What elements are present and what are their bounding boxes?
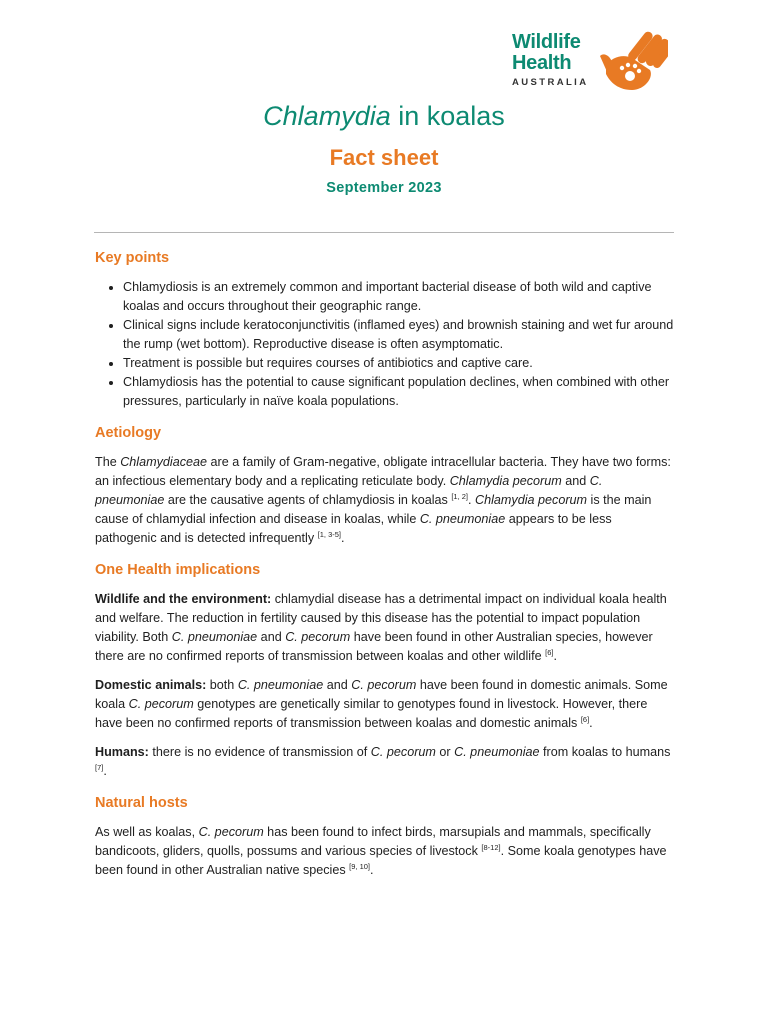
text: there is no evidence of transmission of	[148, 745, 371, 759]
text: The	[95, 455, 121, 469]
italic-text: C. pneumoniae	[237, 678, 324, 692]
page-subtitle: Fact sheet	[329, 145, 439, 170]
italic-text: C. pecorum	[351, 678, 417, 692]
one-health-heading: One Health implications	[95, 562, 261, 578]
text: chlamydial disease has a detrimental impact on individual koala health and welfare. The reduction in fertility caused by this disease has the potential to impact population viability. Both	[95, 592, 667, 644]
text: .	[468, 493, 476, 507]
text: As well as koalas,	[95, 825, 199, 839]
italic-text: C. pneumoniae	[171, 630, 258, 644]
text: appears to be less pathogenic and is detected infrequently	[95, 512, 612, 545]
wildlife-paragraph	[95, 590, 675, 666]
hand-paw-icon	[598, 26, 668, 92]
header-divider	[94, 232, 674, 233]
text: .	[341, 531, 345, 545]
italic-text: C. pneumoniae	[95, 474, 603, 507]
italic-text: C. pecorum	[285, 630, 351, 644]
natural-hosts-heading: Natural hosts	[95, 795, 188, 811]
document-body	[95, 248, 675, 890]
text: .	[370, 863, 374, 877]
text: are the causative agents of chlamydiosis in koalas	[164, 493, 452, 507]
italic-text: Chlamydia pecorum	[475, 493, 588, 507]
citation: [9, 10]	[349, 862, 371, 871]
text: and	[561, 474, 590, 488]
publication-date: September 2023	[326, 180, 442, 196]
title-rest: in koalas	[390, 101, 505, 131]
citation: [1, 2]	[451, 492, 469, 501]
italic-text: C. pneumoniae	[454, 745, 540, 759]
italic-text: C. pecorum	[128, 697, 194, 711]
citation: [6]	[580, 715, 590, 724]
text: have been found in other Australian species, however there are no confirmed reports of transmission between koalas and other wildlife	[95, 630, 653, 663]
key-point-item: • Chlamydiosis is an extremely common and important bacterial disease of both wild and captive koalas and occurs throughout their geographic range.	[123, 278, 675, 316]
text: . Some koala genotypes have been found in other Australian native species	[95, 844, 667, 877]
italic-text: C. pecorum	[370, 745, 436, 759]
key-point-item: • Chlamydiosis has the potential to cause significant population declines, when combined with other pressures, particularly in naïve koala populations.	[123, 373, 675, 411]
citation: [8-12]	[481, 843, 501, 852]
humans-paragraph	[95, 743, 675, 781]
citation: [6]	[545, 648, 554, 657]
key-points-heading: Key points	[95, 250, 170, 266]
aetiology-heading: Aetiology	[95, 425, 162, 441]
key-point-item: • Clinical signs include keratoconjunctivitis (inflamed eyes) and brownish staining and wet fur around the rump (wet bottom). Reproductive disease is often asymptomatic.	[123, 316, 675, 354]
wildlife-health-australia-logo	[512, 28, 672, 92]
italic-text: Chlamydia pecorum	[449, 474, 562, 488]
logo-line-3: AUSTRALIA	[512, 77, 589, 88]
bold-label: Domestic animals:	[95, 678, 207, 692]
key-point-item: • Treatment is possible but requires courses of antibiotics and captive care.	[123, 354, 675, 373]
text: is the main cause of chlamydial infection and disease in koalas, while	[95, 493, 652, 526]
domestic-animals-paragraph	[95, 676, 675, 733]
text: .	[553, 649, 557, 663]
text: has been found to infect birds, marsupials and mammals, specifically bandicoots, gliders, quolls, possums and various species of livestock	[95, 825, 651, 858]
text: .	[589, 716, 593, 730]
text: have been found in domestic animals. Some koala	[95, 678, 668, 711]
aetiology-paragraph	[95, 453, 675, 548]
logo-line-2: Health	[512, 52, 572, 74]
title-italic: Chlamydia	[263, 101, 391, 131]
text: or	[435, 745, 455, 759]
bold-label: Wildlife and the environment:	[95, 592, 272, 606]
logo-text	[512, 32, 589, 88]
text: and	[257, 630, 286, 644]
text: genotypes are genetically similar to genotypes found in livestock. However, there have been no confirmed reports of transmission between koalas and domestic animals	[95, 697, 648, 730]
citation: [1, 3-5]	[317, 530, 342, 539]
natural-hosts-paragraph	[95, 823, 675, 880]
italic-text: C. pecorum	[198, 825, 264, 839]
text: both	[206, 678, 238, 692]
key-points-list	[95, 278, 675, 411]
text: from koalas to humans	[539, 745, 671, 759]
text: .	[103, 764, 107, 778]
italic-text: Chlamydiaceae	[120, 455, 208, 469]
logo-line-1: Wildlife	[512, 31, 581, 53]
page-title	[0, 101, 768, 132]
text: and	[323, 678, 352, 692]
italic-text: C. pneumoniae	[419, 512, 506, 526]
text: are a family of Gram-negative, obligate intracellular bacteria. They have two forms: an infectious elementary body and a replicating reticulate body.	[95, 455, 671, 488]
citation: [7]	[95, 763, 104, 772]
bold-label: Humans:	[95, 745, 149, 759]
